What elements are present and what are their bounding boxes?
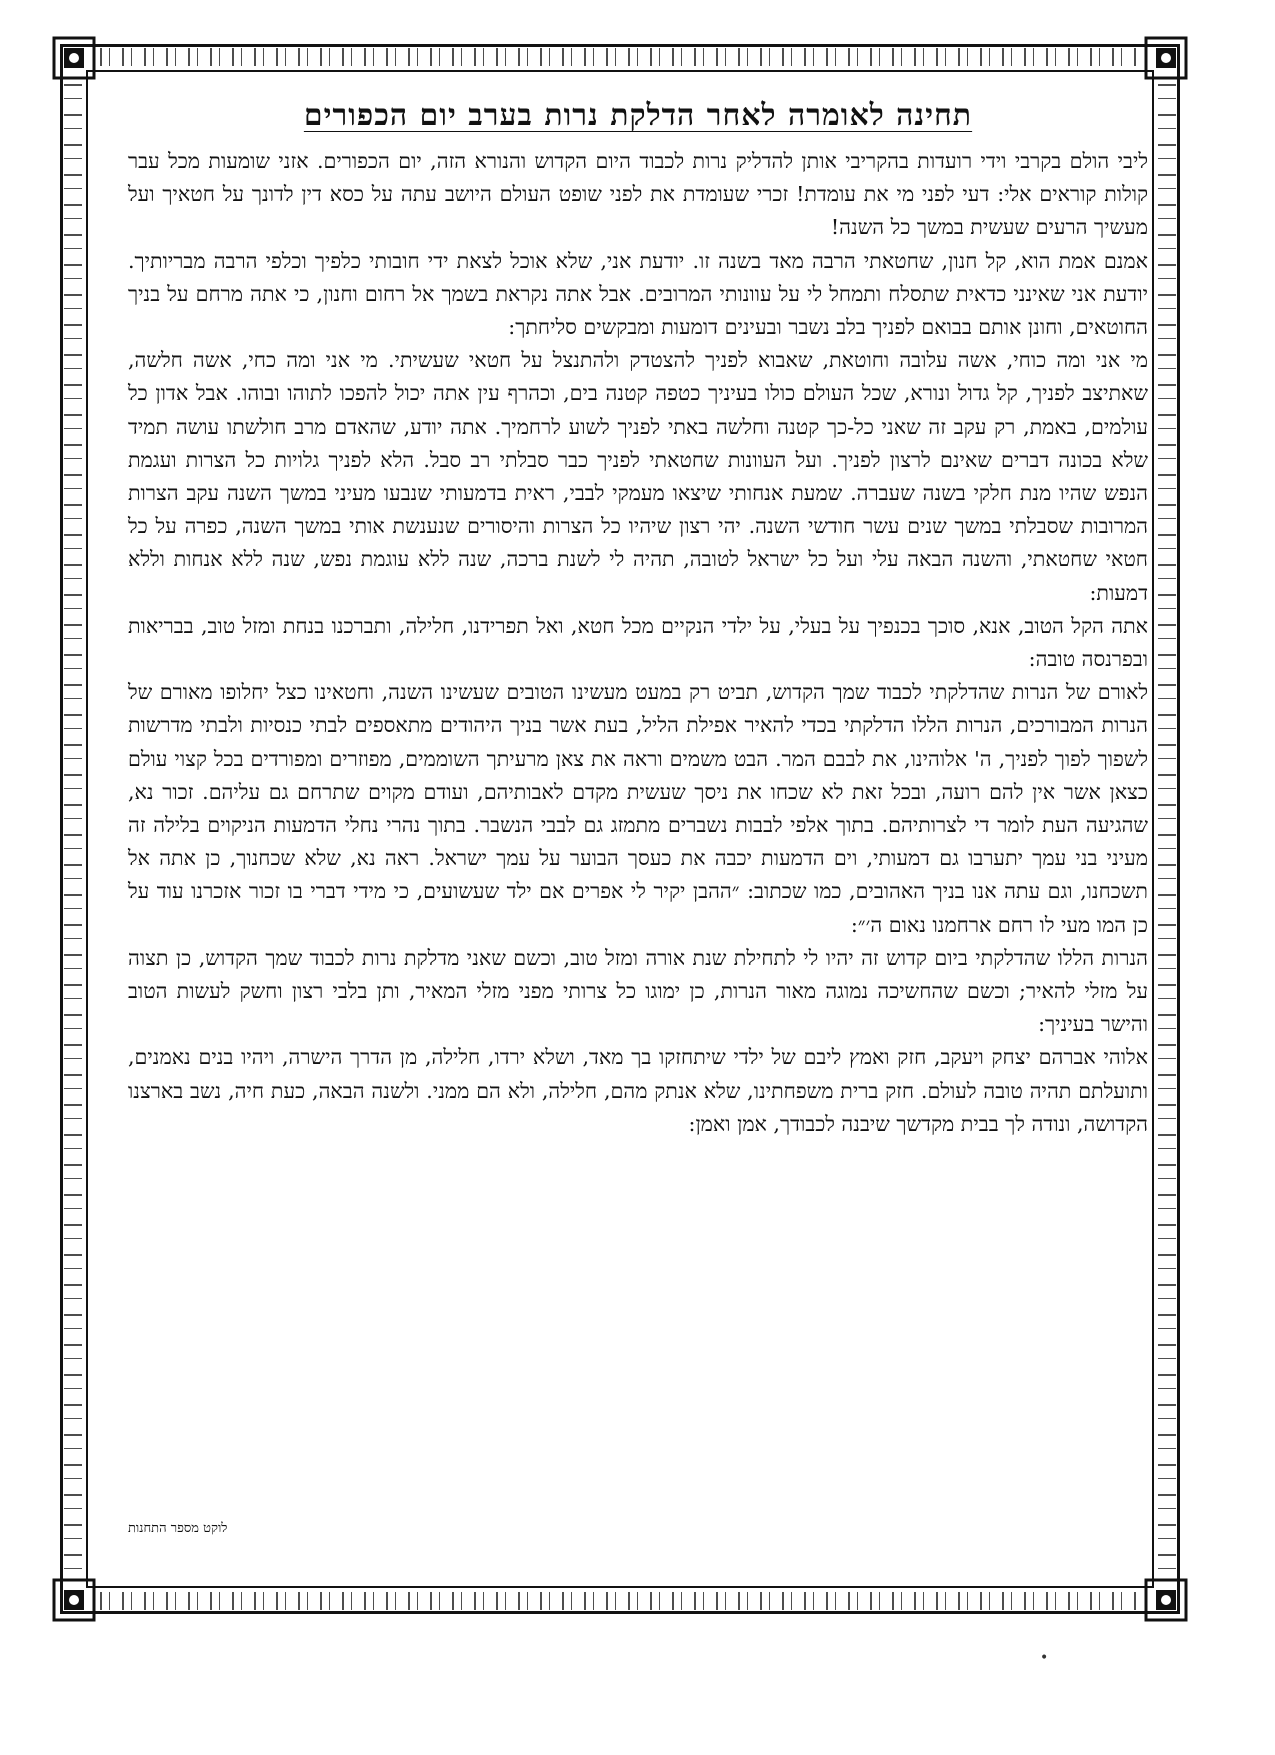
page-title: תחינה לאומרה לאחר הדלקת נרות בערב יום הכפורים bbox=[303, 98, 973, 133]
corner-ornament-icon bbox=[46, 1572, 102, 1628]
paragraph: אמנם אמת הוא, קל חנון, שחטאתי הרבה מאד בשנה זו. יודעת אני, שלא אוכל לצאת ידי חובותי כלפיך וכלפי הרבה מבריותיך. יודעת אני שאינני כדאית שתסלח ותמחל לי על עוונותי המרובים. אבל אתה נקראת בשמך אל רחום וחנון, כי אתה מרחם על בניך החוטאים, וחונן אותם בבואם לפניך בלב נשבר ובעינים דומעות ומבקשים סליחתך: bbox=[128, 248, 1148, 340]
border-ornament-bottom bbox=[100, 1592, 1140, 1610]
border-ornament-right bbox=[1158, 84, 1176, 1574]
corner-ornament-icon bbox=[46, 30, 102, 86]
scan-speck: • bbox=[1040, 1650, 1049, 1666]
paragraph: מי אני ומה כוחי, אשה עלובה וחוטאת, שאבוא לפניך להצטדק ולהתנצל על חטאי שעשיתי. מי אני ומה כחי, אשה חלשה, שאתיצב לפניך, קל גדול ונורא, שכל העולם כולו בעיניך כטפה קטנה בים, וכהרף עין אתה יכול להפכו לתוהו ובוהו. אבל אדון כל עולמים, באמת, רק עקב זה שאני כל-כך קטנה וחלשה באתי לפניך לשוע לרחמיך. אתה יודע, שהאדם מרב חולשתו עושה תמיד שלא בכונה דברים שאינם לרצון לפניך. ועל העוונות שחטאתי לפניך כבר סבלתי רב סבל. הלא לפניך גלויות כל הצרות ועגמת הנפש שהיו מנת חלקי בשנה שעברה. שמעת אנחותי שיצאו מעמקי לבבי, ראית בדמעותי שנבעו מעיני במשך השנה עקב הצרות המרובות שסבלתי במשך שנים עשר חודשי השנה. יהי רצון שיהיו כל הצרות והיסורים שנענשת אותי במשך השנה, כפרה על כל חטאי שחטאתי, והשנה הבאה עלי ועל כל ישראל לטובה, תהיה לי לשנת ברכה, שנה ללא עוגמת נפש, שנה ללא אנחות וללא דמעות: bbox=[128, 348, 1148, 605]
prayer-text-block bbox=[128, 98, 1148, 1141]
paragraph: לאורם של הנרות שהדלקתי לכבוד שמך הקדוש, תביט רק במעט מעשינו הטובים שעשינו השנה, וחטאינו כצל יחלופו מאורם של הנרות המבורכים, הנרות הללו הדלקתי בכדי להאיר אפילת הליל, בעת אשר בניך היהודים מתאספים לבתי כנסיות ולבתי מדרשות לשפוך לפוך לפניך, ה' אלוהינו, את לבבם המר. הבט משמים וראה את צאן מרעיתך השוממים, מפוזרים ומפורדים בכל קצוי עולם כצאן אשר אין להם רועה, ובכל זאת לא שכחו את ניסך שעשית מקדם לאבותיהם, ועודם מקוים שתרחם גם עליהם. זכור נא, שהגיעה העת לומר די לצרותיהם. בתוך אלפי לבבות נשברים מתמזג גם לבבי הנשבר. בתוך נהרי נחלי הדמעות הניקוים בלילה זה מעיני בני עמך יתערבו גם דמעותי, וים הדמעות יכבה את כעסך הבוער על עמך ישראל. ראה נא, שלא שכחנוך, כן אתה אל תשכחנו, וגם עתה אנו בניך האהובים, כמו שכתוב: ״ההבן יקיר לי אפרים אם ילד שעשועים, כי מידי דברי בו זכור אזכרנו עוד על כן המו מעי לו רחם ארחמנו נאום ה׳״: bbox=[128, 680, 1148, 937]
paragraph: אתה הקל הטוב, אנא, סוכך בכנפיך על בעלי, על ילדי הנקיים מכל חטא, ואל תפרידנו, חלילה, ותברכנו בנחת ומזל טוב, בבריאות ובפרנסה טובה: bbox=[128, 613, 1148, 672]
border-ornament-left bbox=[64, 84, 82, 1574]
source-attribution: לוקט מספר התחנות bbox=[128, 1521, 228, 1536]
border-ornament-top bbox=[100, 48, 1140, 66]
paragraph: הנרות הללו שהדלקתי ביום קדוש זה יהיו לי לתחילת שנת אורה ומזל טוב, וכשם שאני מדלקת נרות לכבוד שמך הקדוש, כן תצוה על מזלי להאיר; וכשם שהחשיכה נמוגה מאור הנרות, כן ימוגו כל צרותי מפני מזלי המאיר, ותן בלבי רצון וחשק לעשות הטוב והישר בעיניך: bbox=[128, 945, 1148, 1037]
corner-ornament-icon bbox=[1138, 1572, 1194, 1628]
paragraph: ליבי הולם בקרבי וידי רועדות בהקריבי אותן להדליק נרות לכבוד היום הקדוש והנורא הזה, יום הכפורים. אזני שומעות מכל עבר קולות קוראים אלי: דעי לפני מי את עומדת! זכרי שעומדת את לפני שופט העולם היושב עתה על כסא דין לדונך על חטאיך ועל מעשיך הרעים שעשית במשך כל השנה! bbox=[128, 149, 1148, 240]
paragraph: אלוהי אברהם יצחק ויעקב, חזק ואמץ ליבם של ילדי שיתחזקו בך מאד, ושלא ירדו, חלילה, מן הדרך הישרה, ויהיו בנים נאמנים, ותועלתם תהיה טובה לעולם. חזק ברית משפחתינו, שלא אנתק מהם, חלילה, ולא הם ממני. ולשנה הבאה, כעת חיה, נשב בארצנו הקדושה, ונודה לך בבית מקדשך שיבנה לכבודך, אמן ואמן: bbox=[128, 1045, 1148, 1136]
corner-ornament-icon bbox=[1138, 30, 1194, 86]
